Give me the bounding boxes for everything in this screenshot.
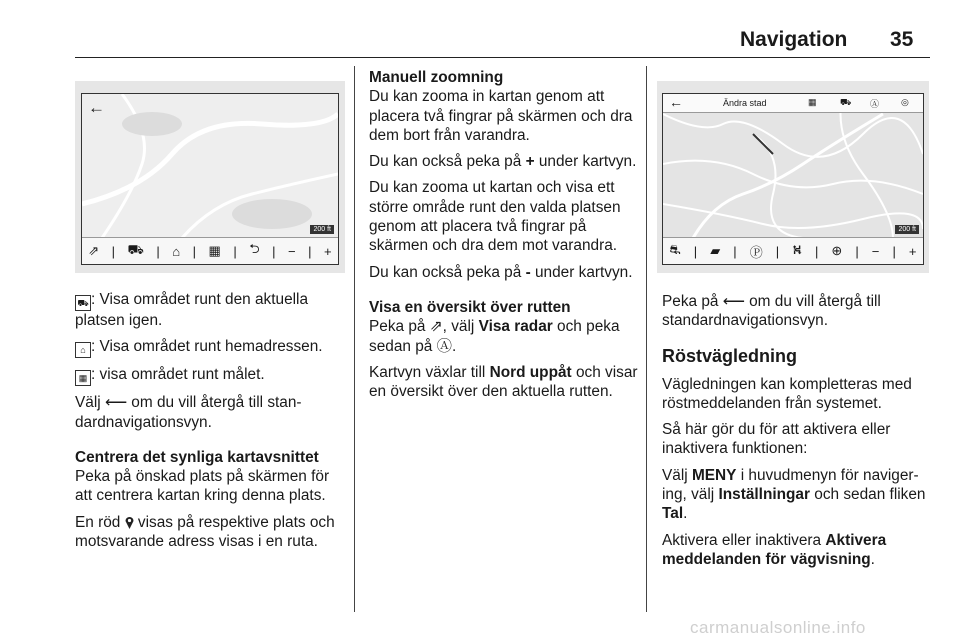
right-column-text bbox=[662, 292, 932, 576]
toolbar-separator: | bbox=[192, 243, 197, 259]
paragraph: ▦ : visa området runt målet. bbox=[75, 365, 350, 386]
scale-label: 200 ft bbox=[310, 225, 334, 234]
paragraph: Peka på önskad plats på skärmen för att centrera kartan kring denna plats. bbox=[75, 468, 330, 505]
home-icon: ⌂ bbox=[75, 342, 91, 358]
toolbar-separator: | bbox=[775, 243, 780, 259]
toolbar-separator: | bbox=[156, 243, 160, 259]
destination-icon[interactable]: ▦ bbox=[808, 97, 817, 107]
north-up-icon: Ⓐ bbox=[436, 337, 453, 355]
paragraph: Du kan också peka på - under kartvyn. bbox=[369, 263, 633, 281]
traffic-icon[interactable]: ⛐ bbox=[669, 242, 681, 257]
toolbar-separator: | bbox=[892, 243, 896, 259]
paragraph: ⌂ : Visa området runt hemadressen. bbox=[75, 337, 350, 358]
map-graphic-right bbox=[663, 94, 923, 238]
toolbar-separator: | bbox=[855, 243, 859, 259]
return-icon[interactable]: ⮌ bbox=[249, 241, 260, 256]
paragraph: Kartvyn växlar till Nord uppåt och visar en översikt över den aktuella rutten. bbox=[369, 363, 638, 401]
map-graphic-left bbox=[82, 94, 338, 238]
scale-label: 200 ft bbox=[895, 225, 919, 234]
paragraph: Välj ⟵ om du vill återgå till stan- dardnavigationsvyn. bbox=[75, 394, 302, 431]
page-header bbox=[0, 0, 960, 60]
map-top-bar bbox=[663, 94, 923, 113]
toolbar-separator: | bbox=[693, 243, 698, 259]
zoom-out-icon[interactable]: − bbox=[288, 243, 296, 259]
middle-column-text bbox=[369, 68, 639, 408]
paragraph: ⛟ : Visa området runt den aktuella platsen igen. bbox=[75, 291, 309, 329]
paragraph: Du kan zooma ut kartan och visa ett större område runt den valda platsen genom att placera två fingrar på skärmen och dra dem mot varandra. bbox=[369, 179, 621, 255]
back-icon[interactable]: ← bbox=[88, 98, 105, 117]
paragraph: Välj MENY i huvudmenyn för naviger- ing, välj Inställningar och sedan fliken Tal. bbox=[662, 466, 926, 523]
fuel-icon[interactable]: ▰ bbox=[710, 243, 721, 258]
section-heading: Manuell zoomning bbox=[369, 69, 504, 86]
destination-icon[interactable]: ▦ bbox=[208, 243, 221, 258]
zoom-in-icon[interactable]: + bbox=[324, 243, 332, 259]
paragraph: Peka på ⇗, välj Visa radar och peka sedan på Ⓐ. bbox=[369, 318, 620, 355]
toolbar-separator: | bbox=[111, 243, 116, 259]
zoom-out-icon[interactable]: − bbox=[871, 243, 880, 259]
paragraph: Så här gör du för att aktivera eller inaktivera funktionen: bbox=[662, 421, 891, 458]
paragraph: Peka på ⟵ om du vill återgå till standardnavigationsvyn. bbox=[662, 293, 881, 330]
page-number: 35 bbox=[890, 28, 914, 51]
left-column-text bbox=[75, 290, 350, 558]
add-poi-icon[interactable]: ⊕ bbox=[831, 243, 843, 258]
back-icon[interactable]: ← bbox=[669, 94, 683, 110]
map-screen-left bbox=[81, 93, 339, 265]
paragraph: En röd visas på respektive plats och motsvarande adress visas i en ruta. bbox=[75, 513, 335, 551]
vehicle-position-icon[interactable]: ⛟ bbox=[840, 97, 852, 107]
map-figure-left bbox=[75, 81, 345, 273]
toolbar-separator: | bbox=[272, 243, 276, 259]
header-rule bbox=[75, 57, 930, 58]
paragraph: Du kan också peka på + under kartvyn. bbox=[369, 153, 637, 171]
back-arrow-icon: ⟵ bbox=[104, 394, 128, 412]
section-heading: Visa en översikt över rutten bbox=[369, 298, 571, 316]
restaurant-icon[interactable]: ⛕ bbox=[792, 242, 802, 257]
route-overview-icon[interactable]: ⇗ bbox=[88, 243, 100, 258]
map-screen-right bbox=[662, 93, 924, 265]
change-city-label[interactable]: Ändra stad bbox=[723, 98, 767, 108]
section-heading: Centrera det synliga kartavsnittet bbox=[75, 448, 319, 466]
map-toolbar-right bbox=[663, 237, 923, 264]
route-overview-icon: ⇗ bbox=[429, 318, 443, 336]
section-heading: Röstvägledning bbox=[662, 345, 798, 366]
parking-icon[interactable]: Ⓟ bbox=[749, 244, 763, 260]
vehicle-icon: ⛟ bbox=[75, 295, 91, 311]
radar-icon[interactable]: ◎ bbox=[901, 97, 909, 107]
toolbar-separator: | bbox=[308, 243, 312, 259]
zoom-in-icon[interactable]: + bbox=[908, 243, 917, 259]
watermark: carmanualsonline.info bbox=[690, 618, 866, 637]
map-pin-icon bbox=[125, 515, 134, 528]
home-icon[interactable]: ⌂ bbox=[172, 243, 181, 259]
paragraph: Du kan zooma in kartan genom att placera två fingrar på skärmen och dra dem bort från varandra. bbox=[369, 88, 633, 144]
toolbar-separator: | bbox=[733, 243, 737, 259]
back-arrow-icon: ⟵ bbox=[722, 293, 745, 310]
destination-icon: ▦ bbox=[75, 370, 91, 386]
toolbar-separator: | bbox=[233, 243, 237, 259]
map-toolbar-left bbox=[82, 237, 338, 264]
north-up-icon[interactable]: Ⓐ bbox=[870, 99, 880, 109]
column-divider-1 bbox=[354, 66, 355, 612]
vehicle-position-icon[interactable]: ⛟ bbox=[127, 242, 144, 257]
column-divider-2 bbox=[646, 66, 647, 612]
page-title: Navigation bbox=[740, 28, 848, 51]
toolbar-separator: | bbox=[814, 243, 819, 259]
paragraph: Vägledningen kan kompletteras med röstmeddelanden från systemet. bbox=[662, 375, 912, 412]
paragraph: Aktivera eller inaktivera Aktivera meddelanden för vägvisning. bbox=[662, 531, 887, 568]
map-figure-right bbox=[657, 81, 929, 273]
